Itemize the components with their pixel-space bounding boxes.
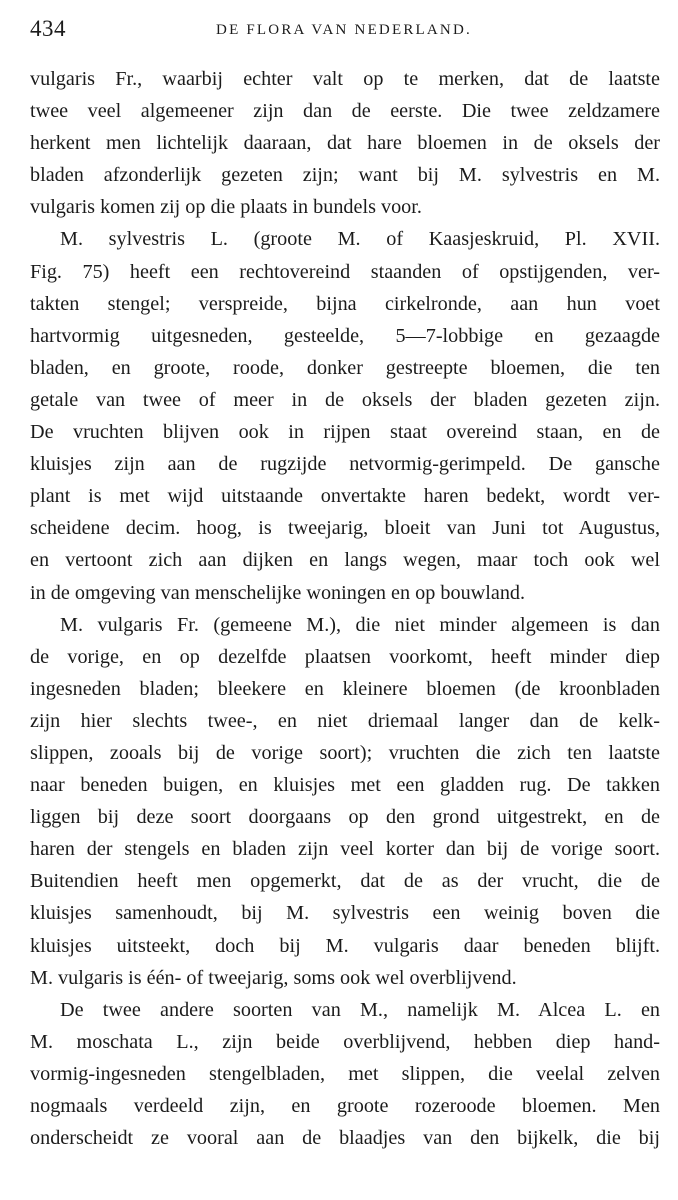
text-line: twee veel algemeener zijn dan de eerste. Die twee zeldzamere xyxy=(30,100,660,123)
text-line: M. vulgaris Fr. (gemeene M.), die niet minder algemeen is dan xyxy=(60,613,660,636)
text-line: in de omgeving van menschelijke woningen en op bouwland. xyxy=(30,581,526,604)
text-line: kluisjes samenhoudt, bij M. sylvestris een weinig boven die xyxy=(30,902,660,925)
text-line: slippen, zooals bij de vorige soort); vruchten die zich ten laatste xyxy=(30,741,660,764)
page-number: 434 xyxy=(30,16,66,41)
text-line: vulgaris komen zij op die plaats in bundels voor. xyxy=(30,196,422,219)
text-line: hartvormig uitgesneden, gesteelde, 5—7-lobbige en gezaagde xyxy=(30,324,660,347)
text-line: bladen afzonderlijk gezeten zijn; want bij M. sylvestris en M. xyxy=(30,164,660,187)
text-line: De vruchten blijven ook in rijpen staat overeind staan, en de xyxy=(30,421,660,444)
text-line: zijn hier slechts twee-, en niet driemaal langer dan de kelk- xyxy=(30,709,660,732)
text-line: M. moschata L., zijn beide overblijvend, hebben diep hand- xyxy=(30,1030,660,1053)
text-line: bladen, en groote, roode, donker gestreepte bloemen, die ten xyxy=(30,356,660,379)
text-line: kluisjes zijn aan de rugzijde netvormig-gerimpeld. De gansche xyxy=(30,453,660,476)
text-line: naar beneden buigen, en kluisjes met een gladden rug. De takken xyxy=(30,774,660,797)
text-line: liggen bij deze soort doorgaans op den grond uitgestrekt, en de xyxy=(30,806,660,829)
text-line: scheidene decim. hoog, is tweejarig, bloeit van Juni tot Augustus, xyxy=(30,517,660,540)
text-line: Buitendien heeft men opgemerkt, dat de as der vrucht, die de xyxy=(30,870,660,893)
text-line: de vorige, en op dezelfde plaatsen voorkomt, heeft minder diep xyxy=(30,645,660,668)
text-line: onderscheidt ze vooral aan de blaadjes van den bijkelk, die bij xyxy=(30,1127,660,1150)
text-line: vulgaris Fr., waarbij echter valt op te merken, dat de laatste xyxy=(30,68,660,90)
text-line: kluisjes uitsteekt, doch bij M. vulgaris daar beneden blijft. xyxy=(30,934,660,957)
text-line: M. sylvestris L. (groote M. of Kaasjeskruid, Pl. XVII. xyxy=(60,228,660,251)
text-line: haren der stengels en bladen zijn veel korter dan bij de vorige soort. xyxy=(30,838,660,861)
text-line: plant is met wijd uitstaande onvertakte haren bedekt, wordt ver- xyxy=(30,485,660,508)
text-line: ingesneden bladen; bleekere en kleinere bloemen (de kroonbladen xyxy=(30,677,660,700)
page-header xyxy=(30,16,658,46)
text-line: getale van twee of meer in de oksels der bladen gezeten zijn. xyxy=(30,388,660,411)
text-line: nogmaals verdeeld zijn, en groote rozeroode bloemen. Men xyxy=(30,1095,660,1117)
text-line: vormig-ingesneden stengelbladen, met slippen, die veelal zelven xyxy=(30,1062,660,1085)
body-text xyxy=(30,63,660,1154)
text-line: M. vulgaris is één- of tweejarig, soms ook wel overblijvend. xyxy=(30,966,517,989)
text-line: Fig. 75) heeft een rechtovereind staanden of opstijgenden, ver- xyxy=(30,260,660,283)
text-line: en vertoont zich aan dijken en langs wegen, maar toch ook wel xyxy=(30,549,660,572)
text-line: De twee andere soorten van M., namelijk M. Alcea L. en xyxy=(60,998,660,1021)
running-head: DE FLORA VAN NEDERLAND. xyxy=(216,22,472,38)
text-line: herkent men lichtelijk daaraan, dat hare bloemen in de oksels der xyxy=(30,132,660,155)
text-line: takten stengel; verspreide, bijna cirkelronde, aan hun voet xyxy=(30,292,660,315)
